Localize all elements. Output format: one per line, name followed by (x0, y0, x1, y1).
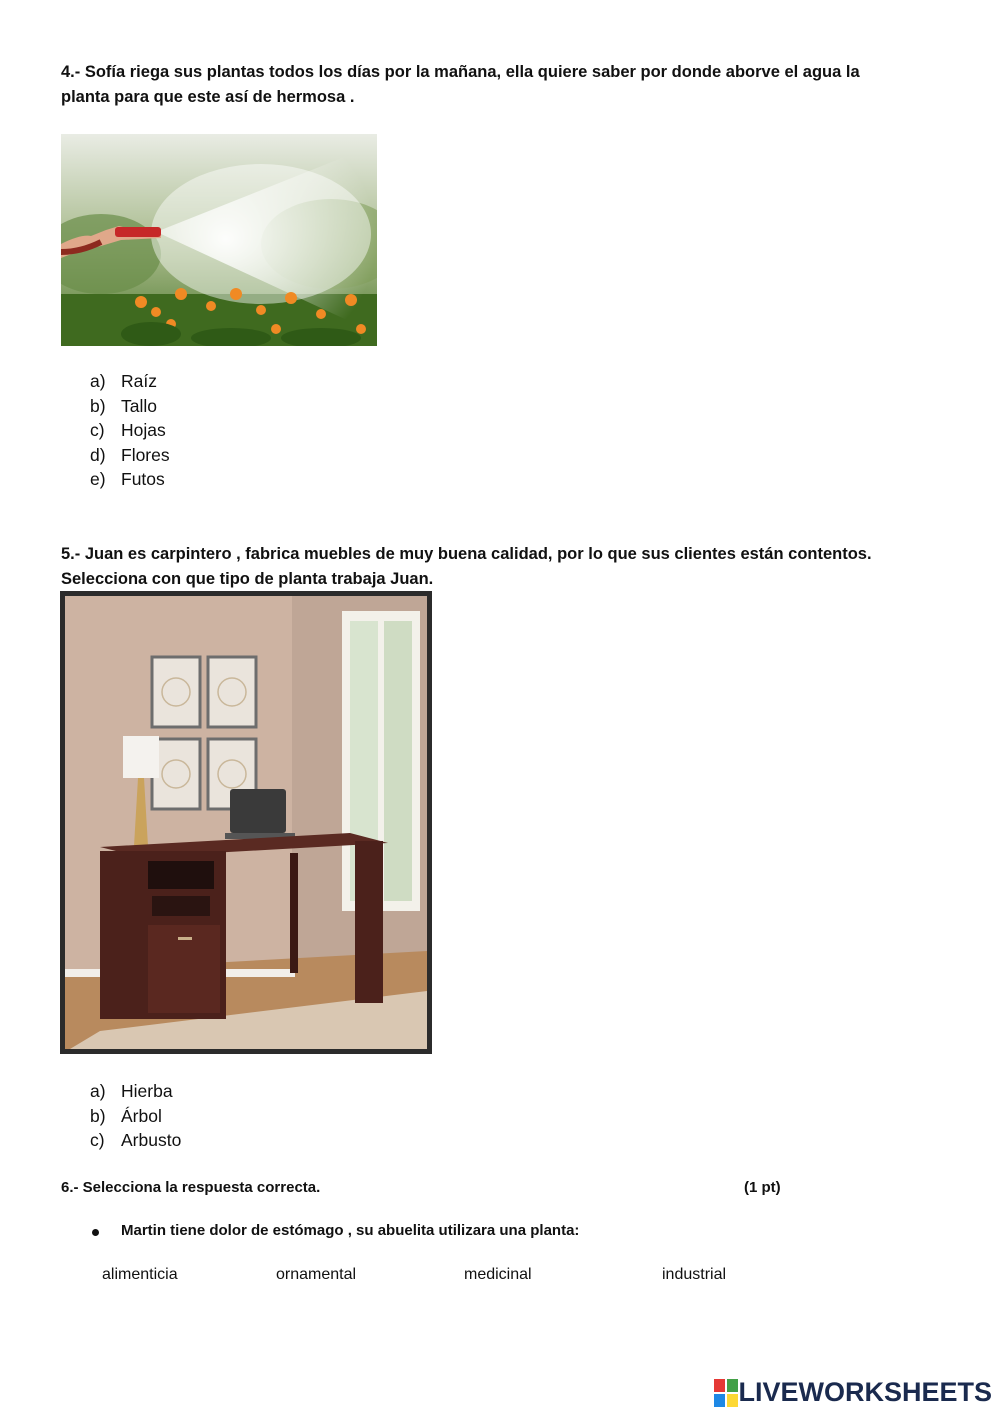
option-letter: a) (90, 1081, 106, 1101)
logo-text: LIVEWORKSHEETS (738, 1377, 992, 1407)
option-row[interactable] (90, 369, 170, 394)
option-letter: c) (90, 420, 105, 441)
points-label: (1 pt) (744, 1179, 781, 1196)
choice-industrial[interactable]: industrial (662, 1266, 727, 1283)
garden-hose-image (61, 134, 377, 346)
question-4-line-2: planta para que este así de hermosa . (61, 88, 355, 106)
logo-icon (714, 1379, 738, 1407)
option-letter: d) (90, 444, 106, 465)
option-label: Raíz (121, 371, 157, 391)
question-4-options (90, 369, 170, 492)
question-6-title: 6.- Selecciona la respuesta correcta. (61, 1179, 321, 1196)
option-row[interactable] (90, 1104, 181, 1129)
option-row[interactable] (90, 1128, 181, 1153)
desk-image (60, 591, 432, 1054)
option-letter: a) (90, 371, 106, 391)
option-label: Hojas (121, 420, 166, 441)
choice-ornamental[interactable]: ornamental (276, 1266, 357, 1283)
choice-medicinal[interactable]: medicinal (464, 1266, 532, 1283)
choice-alimenticia[interactable]: alimenticia (102, 1266, 178, 1283)
question-5-text (61, 542, 941, 592)
bullet-icon (92, 1229, 99, 1236)
option-label: Arbusto (121, 1130, 182, 1151)
option-label: Hierba (121, 1081, 173, 1101)
option-letter: b) (90, 1105, 106, 1126)
option-label: Flores (121, 444, 170, 465)
question-4-line-1: 4.- Sofía riega sus plantas todos los días por la mañana, ella quiere saber por donde aborve el agua la (61, 63, 860, 81)
liveworksheets-logo (714, 1377, 992, 1408)
question-6-statement: Martin tiene dolor de estómago , su abuelita utilizara una planta: (121, 1222, 580, 1239)
option-letter: c) (90, 1130, 105, 1151)
option-label: Tallo (121, 395, 157, 416)
option-row[interactable] (90, 1079, 181, 1104)
option-row[interactable] (90, 443, 170, 468)
option-row[interactable] (90, 394, 170, 419)
question-5-options (90, 1079, 181, 1153)
option-label: Futos (121, 469, 165, 490)
option-row[interactable] (90, 467, 170, 492)
option-label: Árbol (121, 1105, 162, 1126)
option-letter: e) (90, 469, 106, 490)
question-4-text (61, 60, 941, 110)
option-letter: b) (90, 395, 106, 416)
question-5-line-1: 5.- Juan es carpintero , fabrica muebles de muy buena calidad, por lo que sus clientes están contentos. (61, 545, 872, 563)
option-row[interactable] (90, 418, 170, 443)
question-5-line-2: Selecciona con que tipo de planta trabaja Juan. (61, 570, 434, 588)
